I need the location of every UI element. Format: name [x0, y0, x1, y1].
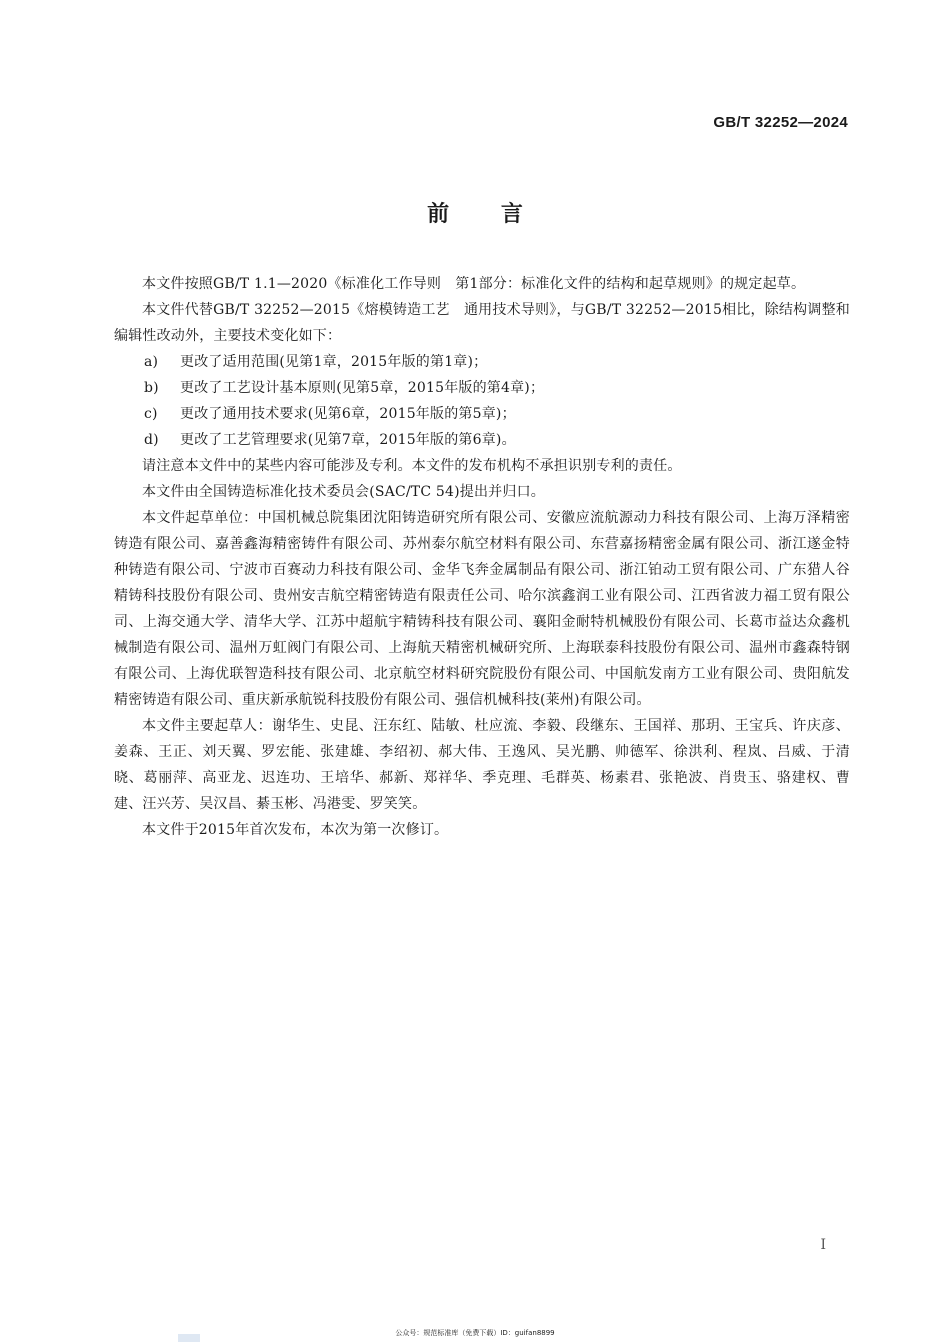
patent-notice-paragraph: 请注意本文件中的某些内容可能涉及专利。本文件的发布机构不承担识别专利的责任。	[142, 458, 682, 474]
list-marker: d)	[144, 432, 159, 448]
page-number: I	[820, 1237, 826, 1253]
list-marker: a)	[144, 354, 159, 370]
list-marker: c)	[144, 406, 158, 422]
standard-number: GB/T 32252—2024	[713, 114, 848, 131]
committee-paragraph: 本文件由全国铸造标准化技术委员会(SAC/TC 54)提出并归口。	[142, 484, 545, 500]
drafters-paragraph: 本文件主要起草人：谢华生、史昆、汪东红、陆敏、杜应流、李毅、段继东、王国祥、那玥、王宝兵、许庆彦、姜森、王正、刘天翼、罗宏能、张建雄、李绍初、郝大伟、王逸风、吴光鹏、帅德军、徐洪利、程岚、吕威、于清晓、葛丽萍、高亚龙、迟连功、王培华、郝新、郑祥华、季克理、毛群英、杨素君、张艳波、肖贵玉、骆建权、曹建、汪兴芳、吴汉昌、綦玉彬、冯港雯、罗笑笑。	[114, 718, 850, 812]
replacement-paragraph: 本文件代替GB/T 32252—2015《熔模铸造工艺 通用技术导则》，与GB/T 32252—2015相比，除结构调整和编辑性改动外，主要技术变化如下：	[114, 302, 850, 344]
drafting-rules-paragraph: 本文件按照GB/T 1.1—2020《标准化工作导则 第1部分：标准化文件的结构和起草规则》的规定起草。	[142, 276, 806, 292]
change-text: 更改了工艺管理要求(见第7章，2015年版的第6章)。	[180, 432, 516, 448]
change-item-b	[114, 375, 850, 401]
change-text: 更改了工艺设计基本原则(见第5章，2015年版的第4章)；	[180, 380, 545, 396]
change-item-d	[114, 427, 850, 453]
change-item-a	[114, 349, 850, 375]
page-title: 前 言	[427, 202, 523, 227]
list-marker: b)	[144, 380, 159, 396]
foreword-body	[114, 271, 850, 843]
drafting-units-paragraph: 本文件起草单位：中国机械总院集团沈阳铸造研究所有限公司、安徽应流航源动力科技有限公司、上海万泽精密铸造有限公司、嘉善鑫海精密铸件有限公司、苏州泰尔航空材料有限公司、东营嘉扬精密金属有限公司、浙江遂金特种铸造有限公司、宁波市百赛动力科技有限公司、金华飞奔金属制品有限公司、浙江铂动工贸有限公司、广东猎人谷精铸科技股份有限公司、贵州安吉航空精密铸造有限责任公司、哈尔滨鑫润工业有限公司、江西省波力福工贸有限公司、上海交通大学、清华大学、江苏中超航宇精铸科技有限公司、襄阳金耐特机械股份有限公司、长葛市益达众鑫机械制造有限公司、温州万虹阀门有限公司、上海航天精密机械研究所、上海联泰科技股份有限公司、温州市鑫森特钢有限公司、上海优联智造科技有限公司、北京航空材料研究院股份有限公司、中国航发南方工业有限公司、贵阳航发精密铸造有限公司、重庆新承航锐科技股份有限公司、强信机械科技(莱州)有限公司。	[114, 510, 850, 708]
change-text: 更改了通用技术要求(见第6章，2015年版的第5章)；	[180, 406, 516, 422]
footer-note: 公众号：规范标准库（免费下载）ID：guifan8899	[395, 1329, 555, 1337]
change-text: 更改了适用范围(见第1章，2015年版的第1章)；	[180, 354, 488, 370]
history-paragraph: 本文件于2015年首次发布，本次为第一次修订。	[142, 822, 449, 838]
change-item-c	[114, 401, 850, 427]
